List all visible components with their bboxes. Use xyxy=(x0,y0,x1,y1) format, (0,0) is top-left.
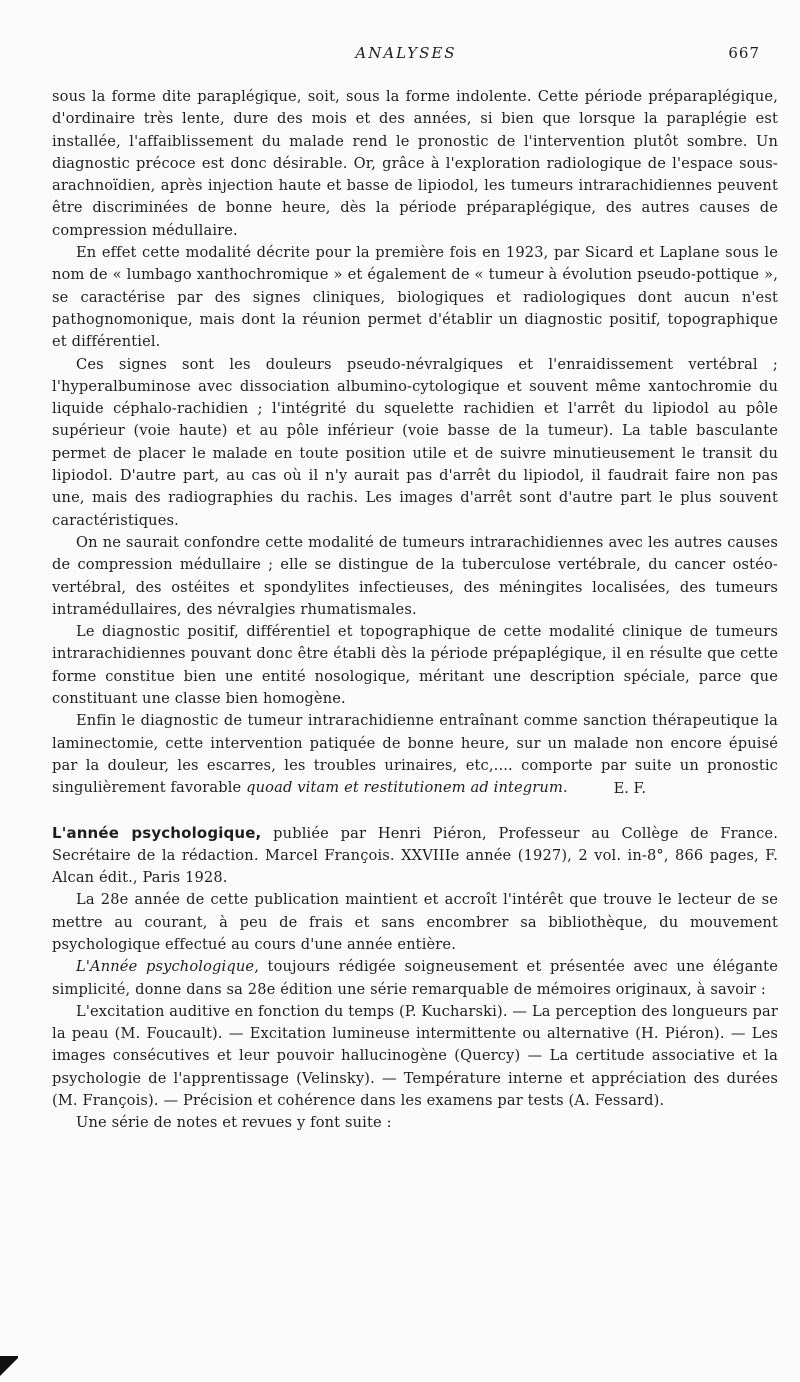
article-body xyxy=(52,86,778,1135)
review-paragraph-2 xyxy=(52,956,778,1001)
review-paragraph-1: La 28e année de cette publication maintient et accroît l'intérêt que trouve le lecteur de se mettre au courant, à peu de frais et sans encombrer sa bibliothèque, du mouvement psychologique effectué au cours d'une année entière. xyxy=(52,891,778,953)
paragraph-2: En effet cette modalité décrite pour la première fois en 1923, par Sicard et Laplane sous le nom de « lumbago xanthochromique » et également de « tumeur à évolution pseudo-pottique », se caractérise par des signes cliniques, biologiques et radiologiques dont aucun n'est pathognomonique, mais dont la réunion permet d'établir un diagnostic positif, topographique et différentiel. xyxy=(52,244,778,351)
paragraph-5: Le diagnostic positif, différentiel et topographique de cette modalité clinique de tumeurs intrarachidiennes pouvant donc être établi dès la période prépaplégique, il en résulte que cette forme constitue bien une entité nosologique, méritant une description spéciale, parce que constituant une classe bien homogène. xyxy=(52,623,778,708)
paragraph-3: Ces signes sont les douleurs pseudo-névralgiques et l'enraidissement vertébral ; l'hyperalbuminose avec dissociation albumino-cytologique et souvent même xantochromie du liquide céphalo-rachidien ; l'intégrité du squelette rachidien et l'arrêt du lipiodol au pôle supérieur (voie haute) et au pôle inférieur (voie basse de la tumeur). La table basculante permet de placer le malade en toute position utile et de suivre minutieusement le transit du lipiodol. D'autre part, au cas où il n'y aurait pas d'arrêt du lipiodol, il faudrait faire non pas une, mais des radiographies du rachis. Les images d'arrêt sont d'autre part le plus souvent caractéristiques. xyxy=(52,355,778,529)
running-head: ANALYSES xyxy=(355,44,457,62)
journal-name: L'Année psychologique xyxy=(76,958,255,976)
review-title: L'année psychologique, xyxy=(52,823,262,842)
latin-phrase: quoad vitam et restitutionem ad integrum. xyxy=(246,779,568,797)
review-heading xyxy=(52,822,778,890)
signature: E. F. xyxy=(613,779,646,797)
paragraph-6-text: Enfin le diagnostic de tumeur intrarachidienne entraînant comme sanction thérapeutique la laminectomie, cette intervention patiquée de bonne heure, sur un malade non encore épuisé par la douleur, les escarres, les troubles urinaires, etc,.... comporte par suite un pronostic singulièrement favorable xyxy=(52,712,778,797)
review-closing: Une série de notes et revues y font suite : xyxy=(76,1114,392,1132)
paragraph-1: sous la forme dite paraplégique, soit, sous la forme indolente. Cette période préparaplégique, d'ordinaire très lente, dure des mois et des années, si bien que lorsque la paraplégie est installée, l'affaiblissement du malade rend le pronostic de l'intervention plutôt sombre. Un diagnostic précoce est donc désirable. Or, grâce à l'exploration radiologique de l'espace sous-arachnoïdien, après injection haute et basse de lipiodol, les tumeurs intrarachidiennes peuvent être discriminées de bonne heure, dès la période préparaplégique, des autres causes de compression médullaire. xyxy=(52,88,778,239)
review-citation: publiée par Henri Piéron, Professeur au Collège de France. Secrétaire de la rédaction. Marcel François. XXVIIIe année (1927), 2 vol. in-8°, 866 pages, F. Alcan édit., Paris 1928. xyxy=(52,824,778,887)
page-number: 667 xyxy=(728,44,760,62)
memoir-list: L'excitation auditive en fonction du temps (P. Kucharski). — La perception des longueurs par la peau (M. Foucault). — Excitation lumineuse intermittente ou alternative (H. Piéron). — Les images consécutives et leur pouvoir hallucinogène (Quercy) — La certitude associative et la psychologie de l'apprentissage (Velinsky). — Température interne et appréciation des durées (M. François). — Précision et cohérence dans les examens par tests (A. Fessard). xyxy=(52,1002,778,1110)
paragraph-4: On ne saurait confondre cette modalité de tumeurs intrarachidiennes avec les autres causes de compression médullaire ; elle se distingue de la tuberculose vertébrale, du cancer ostéo-vertébral, des ostéites et spondylites infectieuses, des méningites localisées, des tumeurs intramédullaires, des névralgies rhumatismales. xyxy=(52,533,778,618)
scan-corner-mark xyxy=(0,1356,18,1382)
page-header xyxy=(52,44,760,66)
review-paragraph-2-text: , toujours rédigée soigneusement et présentée avec une élégante simplicité, donne dans sa 28e édition une série remarquable de mémoires originaux, à savoir : xyxy=(52,958,778,998)
